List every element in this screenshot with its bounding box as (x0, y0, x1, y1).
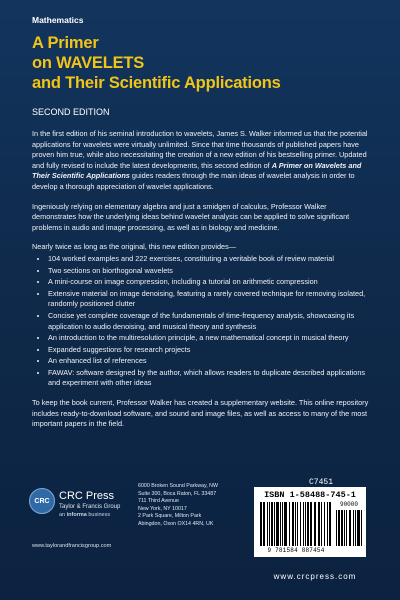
barcode-digits: 9 781584 887454 (267, 547, 325, 554)
isbn-barcode (254, 487, 366, 557)
barcode-bar (324, 502, 325, 546)
feature-list (32, 254, 372, 389)
address-line: Suite 300, Boca Raton, FL 33487 (138, 490, 217, 497)
barcode-bar (355, 510, 356, 546)
barcode-bar (336, 510, 337, 546)
list-item: • Expanded suggestions for research projects (48, 345, 372, 356)
barcode-bar (361, 510, 362, 546)
barcode-bar (321, 502, 323, 546)
barcode-bar (297, 502, 298, 546)
intro-paragraph: In the first edition of his seminal introduction to wavelets, James S. Walker informed us that the potential applications for wavelets were virtually unlimited. Since that time thousands of published papers have proven him true, while also necessitating the creation of a new edition of his bestselling primer. Updated and fully revised to include the latest developments, this second edition of A Primer on Wavelets and Their Scientific Applications guides readers through the main ideas of wavelet analysis in order to develop a thorough appreciation of wavelet applications. (32, 129, 368, 191)
book-title (32, 33, 372, 93)
publisher-group: Taylor & Francis Group (59, 504, 121, 510)
barcode-bar (305, 502, 306, 546)
address-line: 2 Park Square, Milton Park (138, 513, 202, 519)
list-item: • FAWAV: software designed by the author, which allows readers to duplicate described applications and experiment with other ideas (48, 368, 372, 389)
closing-paragraph: To keep the book current, Professor Walker has created a supplementary website. This online repository includes ready-to-download software, and sound and image files, as well as access to many of the most important papers in the field. (32, 398, 369, 429)
barcode-bar (289, 502, 290, 546)
barcode-bar (267, 502, 268, 546)
method-paragraph: Ingeniously relying on elementary algebra and just a smidgen of calculus, Professor Walker demonstrates how the underlying ideas behind wavelet analysis can be applied to solve significant problems in audio and image processing, as well as in biology and medicine. (32, 201, 350, 232)
barcode-bar (303, 502, 304, 546)
barcode-bar (271, 502, 273, 546)
blurb (32, 129, 372, 439)
book-title-inline: A Primer on Wavelets and Their Scientific Applications (32, 160, 362, 181)
address-line: New York, NY 10017 (138, 505, 187, 512)
list-item: • Concise yet complete coverage of the fundamentals of time-frequency analysis, showcasing its application to audio denoising, and musical theory and synthesis (48, 311, 372, 332)
address-line: 6000 Broken Sound Parkway, NW (138, 483, 218, 489)
barcode-bar (338, 510, 339, 546)
barcode-bars (260, 502, 332, 546)
barcode-bar (341, 510, 343, 546)
title-line-3: and Their Scientific Applications (32, 74, 281, 92)
isbn-number: ISBN 1-58488-745-1 (264, 490, 356, 500)
barcode-bar (344, 510, 345, 546)
barcode-bar (329, 502, 331, 546)
barcode-bar (280, 502, 281, 546)
list-intro: Nearly twice as long as the original, this new edition provides— (32, 242, 237, 252)
list-item: • 104 worked examples and 222 exercises, constituting a veritable book of review material (48, 254, 372, 265)
barcode-bar (277, 502, 279, 546)
publisher-website: www.taylorandfrancisgroup.com (32, 543, 112, 549)
barcode-bar (269, 502, 270, 546)
barcode-bar (349, 510, 351, 546)
crc-logo-icon: CRC (29, 488, 55, 514)
barcode-bar (314, 502, 316, 546)
barcode-addon-bars (336, 510, 362, 546)
list-item: • A mini-course on image compression, including a tutorial on arithmetic compression (48, 277, 372, 288)
list-item: • An enhanced list of references (48, 356, 372, 367)
barcode-bar (327, 502, 328, 546)
list-item: • Extensive material on image denoising, featuring a rarely covered technique for removing isolated, randomly positioned clutter (48, 289, 372, 310)
list-item: • Two sections on biorthogonal wavelets (48, 266, 372, 277)
barcode-bar (346, 510, 347, 546)
barcode-bar (286, 502, 287, 546)
list-item: • An introduction to the multiresolution principle, a new mathematical concept in musical theory (48, 333, 372, 344)
address-line: Abingdon, Oxon OX14 4RN, UK (138, 520, 214, 527)
barcode-bar (292, 502, 294, 546)
publisher-addresses (138, 483, 258, 528)
barcode-bar (300, 502, 302, 546)
barcode-bar (295, 502, 296, 546)
barcode-bar (353, 510, 354, 546)
subject-label: Mathematics (32, 15, 84, 25)
barcode-bar (263, 502, 265, 546)
title-line-1: A Primer (32, 34, 99, 52)
barcode-bar (311, 502, 312, 546)
edition-label: SECOND EDITION (32, 107, 110, 117)
barcode-addon-number: 90000 (339, 501, 358, 508)
informa-tagline: an informa business (59, 512, 111, 518)
title-line-2: on WAVELETS (32, 54, 145, 72)
address-line: 711 Third Avenue (138, 498, 179, 504)
price-code: C7451 (309, 478, 334, 487)
crc-website: www.crcpress.com (273, 572, 357, 581)
publisher-name: CRC Press (59, 490, 115, 502)
